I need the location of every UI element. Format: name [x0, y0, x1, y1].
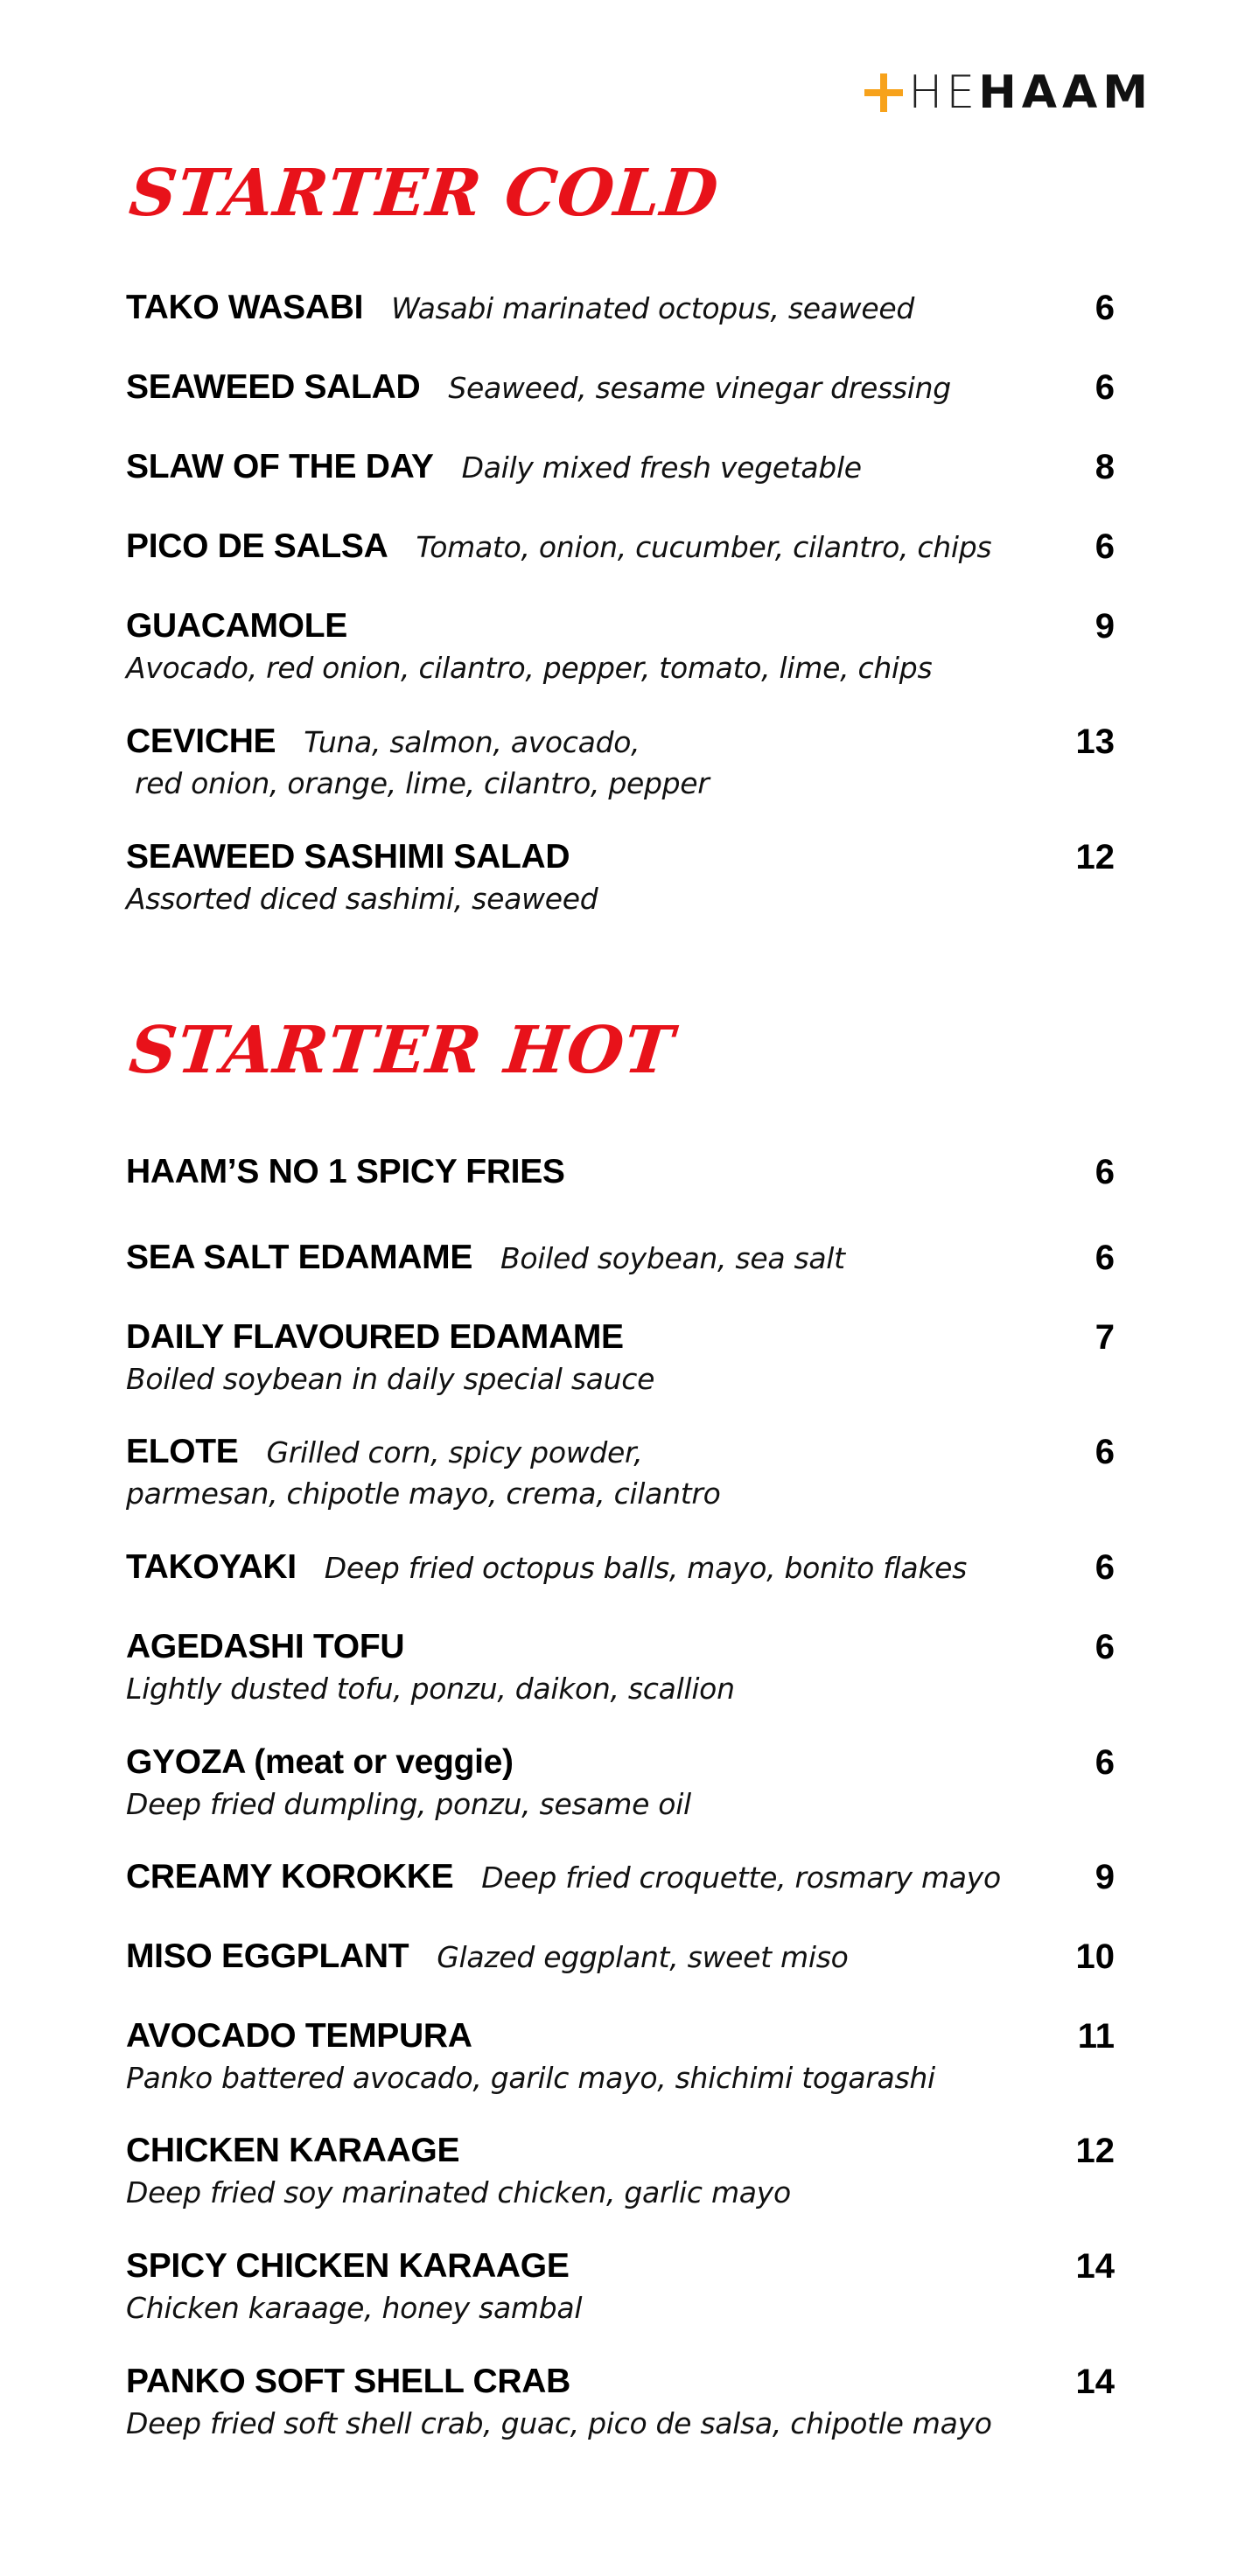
plus-logo-icon: [864, 73, 903, 112]
item-price: 8: [1095, 448, 1115, 486]
item-description-line-2: red onion, orange, lime, cilantro, pepper: [135, 766, 710, 800]
item-name: SPICY CHICKEN KARAAGE: [126, 2247, 570, 2285]
item-description: Chicken karaage, honey sambal: [126, 2291, 583, 2325]
menu-item: [126, 1153, 1115, 1191]
item-price: 6: [1095, 1548, 1115, 1587]
item-name: AGEDASHI TOFU: [126, 1628, 405, 1665]
menu-item: [126, 1318, 1115, 1396]
item-description: Deep fried dumpling, ponzu, sesame oil: [126, 1787, 691, 1821]
item-description: Deep fried soy marinated chicken, garlic mayo: [126, 2175, 791, 2209]
item-description: Deep fried octopus balls, mayo, bonito flakes: [324, 1551, 968, 1585]
menu-item: [126, 1937, 1115, 1976]
item-price: 12: [1075, 838, 1115, 876]
menu-item: [126, 2132, 1115, 2209]
menu-item: [126, 723, 1115, 800]
item-name: MISO EGGPLANT: [126, 1937, 409, 1975]
item-price: 7: [1095, 1318, 1115, 1357]
item-name: HAAM’S NO 1 SPICY FRIES: [126, 1153, 565, 1190]
item-name: SEAWEED SASHIMI SALAD: [126, 838, 570, 876]
item-description: Daily mixed fresh vegetable: [461, 450, 862, 485]
item-description: Avocado, red onion, cilantro, pepper, tomato, lime, chips: [126, 651, 933, 685]
item-name: PANKO SOFT SHELL CRAB: [126, 2363, 570, 2400]
item-description: Wasabi marinated octopus, seaweed: [391, 291, 914, 325]
item-price: 6: [1095, 1153, 1115, 1191]
item-description: Seaweed, sesame vinegar dressing: [448, 371, 951, 405]
menu-item: [126, 368, 1115, 407]
menu-item: [126, 2363, 1115, 2440]
item-name: GYOZA (meat or veggie): [126, 1743, 514, 1781]
item-name: CHICKEN KARAAGE: [126, 2132, 460, 2169]
item-description: Boiled soybean in daily special sauce: [126, 1362, 655, 1396]
menu-item: [126, 1239, 1115, 1277]
item-name: SLAW OF THE DAY: [126, 448, 434, 485]
item-description: Lightly dusted tofu, ponzu, daikon, scallion: [126, 1672, 735, 1706]
menu-item: [126, 1743, 1115, 1821]
item-name: SEAWEED SALAD: [126, 368, 421, 406]
menu-item: [126, 448, 1115, 486]
brand-prefix: HE: [908, 66, 979, 119]
menu-item: [126, 1548, 1115, 1587]
item-description: Tomato, onion, cucumber, cilantro, chips: [416, 530, 992, 564]
item-price: 6: [1095, 368, 1115, 407]
item-price: 6: [1095, 289, 1115, 327]
menu-item: [126, 289, 1115, 327]
item-name: GUACAMOLE: [126, 607, 347, 645]
item-description: Grilled corn, spicy powder,: [266, 1435, 643, 1470]
item-description-line-2: parmesan, chipotle mayo, crema, cilantro: [126, 1476, 721, 1511]
item-price: 9: [1095, 1858, 1115, 1896]
item-price: 10: [1075, 1937, 1115, 1976]
item-price: 6: [1095, 1743, 1115, 1782]
item-name: PICO DE SALSA: [126, 527, 388, 565]
item-price: 6: [1095, 527, 1115, 566]
item-description: Glazed eggplant, sweet miso: [437, 1940, 849, 1974]
item-price: 12: [1075, 2132, 1115, 2170]
item-name: CREAMY KOROKKE: [126, 1858, 454, 1895]
menu-item: [126, 1858, 1115, 1896]
item-description: Panko battered avocado, garilc mayo, shichimi togarashi: [126, 2061, 935, 2095]
item-price: 13: [1075, 723, 1115, 761]
menu-item: [126, 1628, 1115, 1706]
item-name: TAKOYAKI: [126, 1548, 297, 1586]
item-name: CEVICHE: [126, 723, 276, 760]
item-price: 6: [1095, 1433, 1115, 1471]
menu-item: [126, 607, 1115, 685]
menu-item: [126, 1433, 1115, 1511]
section-title-starter-hot: STARTER HOT: [126, 1013, 678, 1088]
brand-logo: [864, 68, 1153, 117]
item-name: ELOTE: [126, 1433, 239, 1470]
item-name: TAKO WASABI: [126, 289, 364, 326]
item-price: 9: [1095, 607, 1115, 646]
item-price: 6: [1095, 1239, 1115, 1277]
menu-item: [126, 527, 1115, 566]
item-name: AVOCADO TEMPURA: [126, 2017, 472, 2055]
brand-name: HAAM: [978, 66, 1153, 119]
item-price: 14: [1075, 2363, 1115, 2401]
menu-item: [126, 2017, 1115, 2095]
menu-item: [126, 838, 1115, 916]
item-price: 11: [1077, 2017, 1115, 2056]
menu-item: [126, 2247, 1115, 2325]
item-price: 6: [1095, 1628, 1115, 1666]
item-description: Deep fried croquette, rosmary mayo: [481, 1860, 1001, 1895]
item-name: DAILY FLAVOURED EDAMAME: [126, 1318, 624, 1356]
item-name: SEA SALT EDAMAME: [126, 1239, 473, 1276]
section-title-starter-cold: STARTER COLD: [126, 156, 723, 231]
item-description: Deep fried soft shell crab, guac, pico de salsa, chipotle mayo: [126, 2406, 992, 2440]
item-description: Assorted diced sashimi, seaweed: [126, 882, 598, 916]
item-description: Tuna, salmon, avocado,: [304, 725, 640, 759]
item-price: 14: [1075, 2247, 1115, 2286]
item-description: Boiled soybean, sea salt: [500, 1241, 845, 1275]
